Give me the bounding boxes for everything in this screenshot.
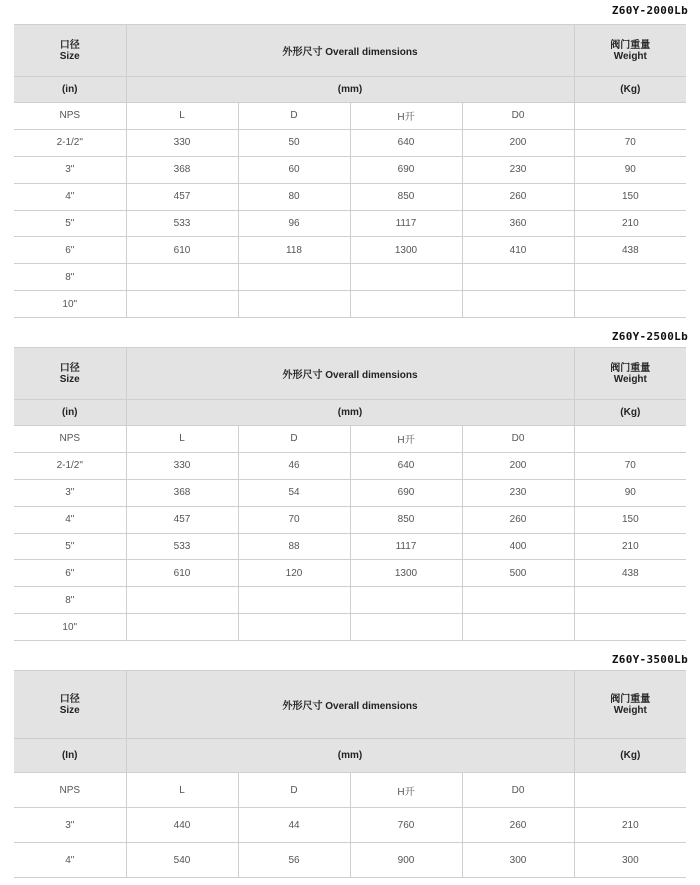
d0-cell: 300: [462, 843, 574, 878]
d0-cell: 200: [462, 129, 574, 156]
h-open-cell: [350, 291, 462, 318]
h-open-cell: 690: [350, 156, 462, 183]
size-label-cn: 口径: [59, 693, 80, 705]
weight-cell: 300: [574, 843, 686, 878]
units-row: [14, 77, 686, 103]
table-row: [14, 506, 686, 533]
table-row: [14, 156, 686, 183]
weight-header: [574, 348, 686, 400]
table-row: [14, 843, 686, 878]
weight-unit: (Kg): [574, 739, 686, 773]
weight-label-en: Weight: [613, 373, 647, 385]
d-cell: 70: [238, 506, 350, 533]
nps-cell: 3": [14, 479, 126, 506]
column-labels-row: [14, 426, 686, 453]
d-cell: 96: [238, 210, 350, 237]
h-open-cell: 690: [350, 479, 462, 506]
d0-cell: [462, 291, 574, 318]
l-cell: 540: [126, 843, 238, 878]
column-label-weight: [574, 103, 686, 130]
d0-cell: [462, 614, 574, 641]
weight-cell: 438: [574, 560, 686, 587]
h-open-cell: 900: [350, 843, 462, 878]
h-open-cell: [350, 614, 462, 641]
table-row: [14, 614, 686, 641]
h-open-cell: 1117: [350, 210, 462, 237]
column-label-h-open: H开: [350, 773, 462, 808]
column-label-l: L: [126, 773, 238, 808]
l-cell: [126, 587, 238, 614]
column-label-l: L: [126, 103, 238, 130]
nps-cell: 4": [14, 183, 126, 210]
overall-dimensions-header: 外形尺寸 Overall dimensions: [126, 348, 574, 400]
dims-unit: (mm): [126, 739, 574, 773]
nps-cell: 4": [14, 843, 126, 878]
nps-cell: 3": [14, 156, 126, 183]
column-label-weight: [574, 426, 686, 453]
l-cell: 330: [126, 452, 238, 479]
h-open-cell: 1117: [350, 533, 462, 560]
column-label-h-open: H开: [350, 103, 462, 130]
nps-cell: 8": [14, 587, 126, 614]
nps-cell: 3": [14, 808, 126, 843]
size-header: [14, 348, 126, 400]
h-open-cell: 1300: [350, 237, 462, 264]
table-row: [14, 264, 686, 291]
d0-cell: 260: [462, 183, 574, 210]
d-cell: 60: [238, 156, 350, 183]
weight-cell: 210: [574, 533, 686, 560]
d0-cell: 230: [462, 479, 574, 506]
column-label-nps: NPS: [14, 426, 126, 453]
size-label-cn: 口径: [59, 362, 80, 374]
dims-unit: (mm): [126, 400, 574, 426]
h-open-cell: 640: [350, 452, 462, 479]
h-open-cell: [350, 264, 462, 291]
column-label-d: D: [238, 773, 350, 808]
d0-cell: 360: [462, 210, 574, 237]
column-label-nps: NPS: [14, 103, 126, 130]
column-label-d: D: [238, 103, 350, 130]
units-row: [14, 400, 686, 426]
d-cell: 46: [238, 452, 350, 479]
size-header: [14, 671, 126, 739]
l-cell: 533: [126, 210, 238, 237]
weight-cell: 438: [574, 237, 686, 264]
column-label-d: D: [238, 426, 350, 453]
d-cell: 56: [238, 843, 350, 878]
dimensions-table: [14, 24, 686, 318]
l-cell: 330: [126, 129, 238, 156]
l-cell: 533: [126, 533, 238, 560]
weight-cell: [574, 291, 686, 318]
table-row: [14, 129, 686, 156]
weight-cell: 150: [574, 506, 686, 533]
weight-label-cn: 阀门重量: [610, 362, 651, 374]
h-open-cell: [350, 587, 462, 614]
weight-cell: 70: [574, 452, 686, 479]
h-open-cell: 850: [350, 183, 462, 210]
table-row: [14, 560, 686, 587]
weight-label-cn: 阀门重量: [610, 693, 651, 705]
weight-cell: 90: [574, 156, 686, 183]
weight-cell: [574, 587, 686, 614]
nps-cell: 10": [14, 614, 126, 641]
h-open-cell: 640: [350, 129, 462, 156]
table-row: [14, 237, 686, 264]
column-labels-row: [14, 773, 686, 808]
weight-cell: [574, 264, 686, 291]
size-unit: (In): [14, 739, 126, 773]
d-cell: 80: [238, 183, 350, 210]
nps-cell: 5": [14, 533, 126, 560]
column-label-h-open: H开: [350, 426, 462, 453]
column-label-weight: [574, 773, 686, 808]
table-row: [14, 291, 686, 318]
size-unit: (in): [14, 400, 126, 426]
table-row: [14, 533, 686, 560]
d-cell: [238, 587, 350, 614]
nps-cell: 5": [14, 210, 126, 237]
l-cell: 368: [126, 156, 238, 183]
nps-cell: 10": [14, 291, 126, 318]
d-cell: 50: [238, 129, 350, 156]
weight-cell: 150: [574, 183, 686, 210]
size-label-cn: 口径: [59, 39, 80, 51]
model-label: Z60Y-3500Lb: [611, 653, 688, 666]
d0-cell: 410: [462, 237, 574, 264]
d-cell: [238, 291, 350, 318]
model-label: Z60Y-2000Lb: [611, 4, 688, 17]
d-cell: [238, 614, 350, 641]
l-cell: 368: [126, 479, 238, 506]
l-cell: 610: [126, 237, 238, 264]
d0-cell: 500: [462, 560, 574, 587]
dims-unit: (mm): [126, 77, 574, 103]
size-label-en: Size: [59, 704, 80, 716]
l-cell: 610: [126, 560, 238, 587]
h-open-cell: 760: [350, 808, 462, 843]
column-label-d0: D0: [462, 103, 574, 130]
weight-label-cn: 阀门重量: [610, 39, 651, 51]
l-cell: 457: [126, 183, 238, 210]
l-cell: 457: [126, 506, 238, 533]
overall-dimensions-header: 外形尺寸 Overall dimensions: [126, 25, 574, 77]
d-cell: 44: [238, 808, 350, 843]
table-row: [14, 808, 686, 843]
d0-cell: [462, 587, 574, 614]
d-cell: 118: [238, 237, 350, 264]
d0-cell: 260: [462, 506, 574, 533]
nps-cell: 6": [14, 560, 126, 587]
weight-cell: 210: [574, 808, 686, 843]
l-cell: 440: [126, 808, 238, 843]
column-label-d0: D0: [462, 773, 574, 808]
header-row: [14, 671, 686, 739]
header-row: [14, 25, 686, 77]
l-cell: [126, 264, 238, 291]
units-row: [14, 739, 686, 773]
weight-label-en: Weight: [613, 50, 647, 62]
d0-cell: 200: [462, 452, 574, 479]
nps-cell: 2-1/2": [14, 129, 126, 156]
dimensions-table: [14, 347, 686, 641]
table-row: [14, 452, 686, 479]
size-label-en: Size: [59, 50, 80, 62]
h-open-cell: 1300: [350, 560, 462, 587]
weight-header: [574, 25, 686, 77]
nps-cell: 2-1/2": [14, 452, 126, 479]
column-label-nps: NPS: [14, 773, 126, 808]
d-cell: 120: [238, 560, 350, 587]
weight-cell: 210: [574, 210, 686, 237]
d0-cell: 230: [462, 156, 574, 183]
weight-unit: (Kg): [574, 77, 686, 103]
column-label-d0: D0: [462, 426, 574, 453]
weight-cell: [574, 614, 686, 641]
d-cell: [238, 264, 350, 291]
d-cell: 54: [238, 479, 350, 506]
model-label: Z60Y-2500Lb: [611, 330, 688, 343]
size-header: [14, 25, 126, 77]
d0-cell: [462, 264, 574, 291]
d0-cell: 260: [462, 808, 574, 843]
dimensions-table: [14, 670, 686, 878]
h-open-cell: 850: [350, 506, 462, 533]
weight-cell: 90: [574, 479, 686, 506]
nps-cell: 4": [14, 506, 126, 533]
d0-cell: 400: [462, 533, 574, 560]
nps-cell: 6": [14, 237, 126, 264]
l-cell: [126, 291, 238, 318]
d-cell: 88: [238, 533, 350, 560]
column-labels-row: [14, 103, 686, 130]
table-row: [14, 183, 686, 210]
size-unit: (in): [14, 77, 126, 103]
weight-header: [574, 671, 686, 739]
size-label-en: Size: [59, 373, 80, 385]
table-row: [14, 479, 686, 506]
table-row: [14, 210, 686, 237]
nps-cell: 8": [14, 264, 126, 291]
table-row: [14, 587, 686, 614]
column-label-l: L: [126, 426, 238, 453]
weight-unit: (Kg): [574, 400, 686, 426]
header-row: [14, 348, 686, 400]
l-cell: [126, 614, 238, 641]
weight-cell: 70: [574, 129, 686, 156]
weight-label-en: Weight: [613, 704, 647, 716]
overall-dimensions-header: 外形尺寸 Overall dimensions: [126, 671, 574, 739]
